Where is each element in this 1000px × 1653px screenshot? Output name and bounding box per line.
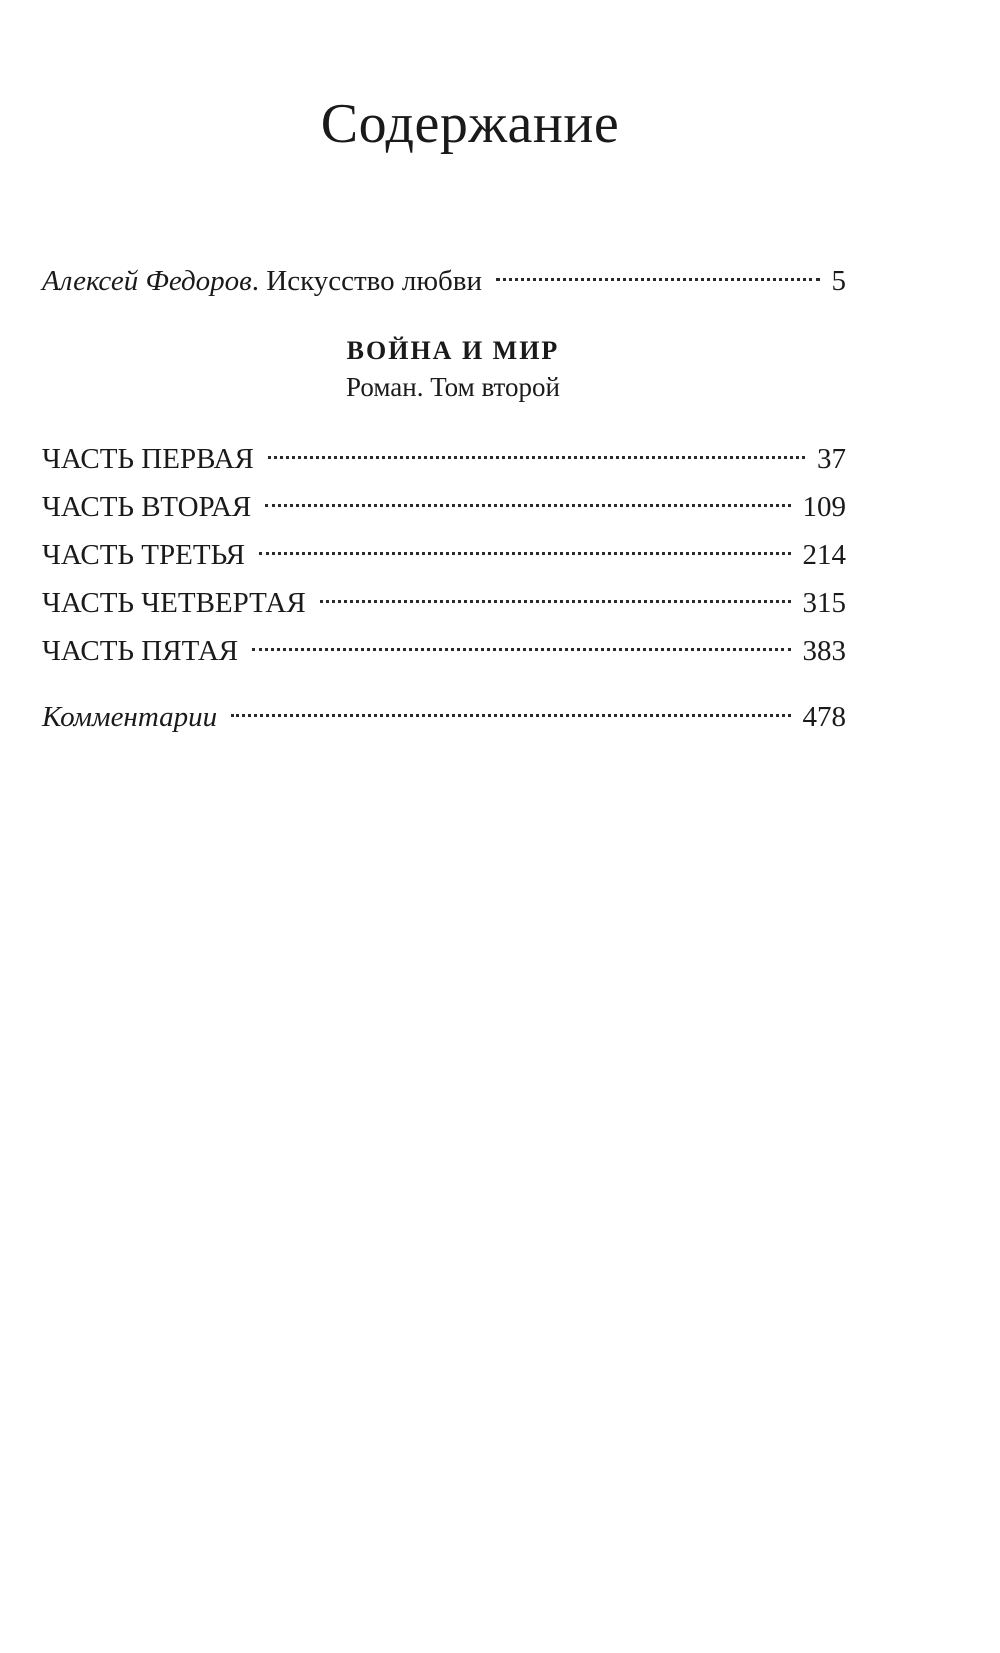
- toc-entry-part-2: [42, 480, 846, 525]
- toc-page-number: 478: [802, 701, 846, 733]
- toc-entry-part-4: [42, 576, 846, 621]
- toc-entry-author: Алексей Федоров: [42, 265, 252, 297]
- toc-entry-label: [42, 263, 482, 299]
- toc-page-number: 37: [817, 443, 846, 475]
- dot-leader: [259, 528, 790, 564]
- toc-page-number: 383: [802, 635, 846, 667]
- page-title: Содержание: [320, 93, 620, 155]
- toc-entry-part-5: [42, 624, 846, 669]
- toc-page-number: 315: [802, 587, 846, 619]
- toc-entry-label: Комментарии: [42, 701, 218, 733]
- dot-leader: [320, 576, 791, 612]
- toc-page-number: 5: [831, 265, 846, 297]
- dot-leader: [496, 254, 819, 290]
- dot-leader: [231, 690, 790, 726]
- toc-entry-intro: [42, 254, 846, 299]
- toc-entry-part-3: [42, 528, 846, 573]
- toc-entry-label: ЧАСТЬ ПЯТАЯ: [42, 635, 239, 667]
- work-subtitle: Роман. Том второй: [346, 372, 560, 402]
- toc-entry-label: ЧАСТЬ ПЕРВАЯ: [42, 443, 254, 475]
- toc-entry-label: ЧАСТЬ ВТОРАЯ: [42, 491, 252, 523]
- work-title: ВОЙНА И МИР: [346, 336, 560, 365]
- toc-entry-title: . Искусство любви: [251, 265, 483, 297]
- toc-page-number: 214: [802, 539, 846, 571]
- toc-entry-commentary: [42, 690, 846, 735]
- dot-leader: [252, 624, 790, 660]
- toc-entry-label: ЧАСТЬ ТРЕТЬЯ: [42, 539, 246, 571]
- dot-leader: [265, 480, 790, 516]
- toc-entry-label: ЧАСТЬ ЧЕТВЕРТАЯ: [42, 587, 306, 619]
- toc-entry-part-1: [42, 432, 846, 477]
- toc-page-number: 109: [802, 491, 846, 523]
- dot-leader: [268, 432, 805, 468]
